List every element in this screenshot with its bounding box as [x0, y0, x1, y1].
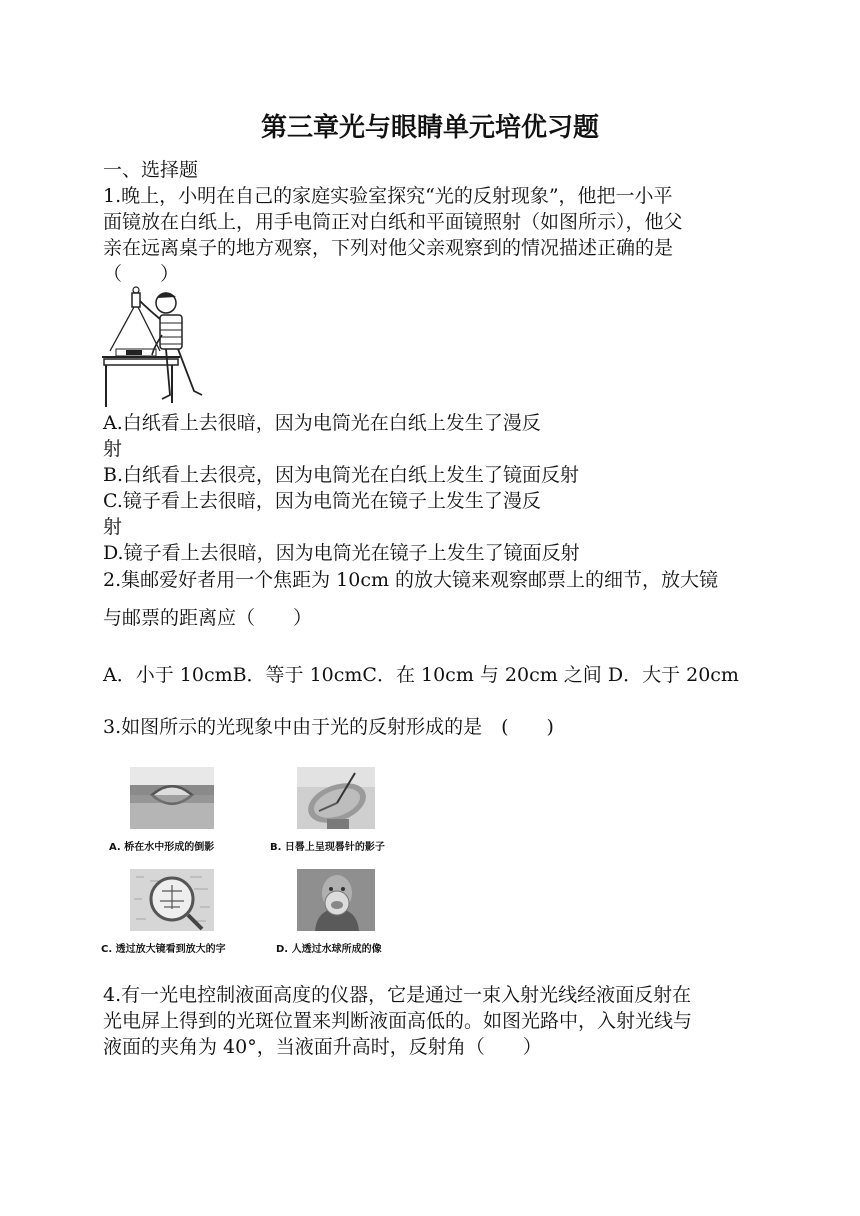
q4-line-1: 4.有一光电控制液面高度的仪器，它是通过一束入射光线经液面反射在 [103, 984, 692, 1006]
q3-caption-b: B. 日晷上呈现晷针的影子 [270, 842, 385, 853]
section-heading: 一、选择题 [103, 159, 199, 181]
q2-options: A．小于 10cmB．等于 10cmC．在 10cm 与 20cm 之间 D．大于 20cm [103, 664, 739, 686]
q3-caption-c: C. 透过放大镜看到放大的字 [101, 944, 226, 955]
q1-line-1: 1.晚上，小明在自己的家庭实验室探究“光的反射现象”，他把一小平 [103, 185, 673, 207]
q1-line-3: 亲在远离桌子的地方观察，下列对他父亲观察到的情况描述正确的是 [103, 237, 674, 259]
q3-figure-d-water-ball [297, 869, 375, 931]
q1-line-2: 面镜放在白纸上，用手电筒正对白纸和平面镜照射（如图所示），他父 [103, 211, 683, 233]
q1-option-a: A.白纸看上去很暗，因为电筒光在白纸上发生了漫反 [103, 412, 541, 434]
q3-stem: 3.如图所示的光现象中由于光的反射形成的是 ( ) [103, 716, 554, 738]
q2-line-2: 与邮票的距离应（ ） [103, 607, 313, 629]
q3-caption-d: D. 人透过水球所成的像 [276, 944, 382, 955]
q1-figure-boy-flashlight [102, 285, 212, 409]
q1-option-c-cont: 射 [103, 516, 123, 538]
q2-line-1: 2.集邮爱好者用一个焦距为 10cm 的放大镜来观察邮票上的细节，放大镜 [103, 569, 719, 591]
q3-figure-a-bridge-reflection [130, 767, 214, 829]
q3-figure-b-sundial [297, 767, 375, 829]
q4-line-3: 液面的夹角为 40°，当液面升高时，反射角（ ） [103, 1036, 542, 1058]
q1-option-a-cont: 射 [103, 438, 123, 460]
q1-option-b: B.白纸看上去很亮，因为电筒光在白纸上发生了镜面反射 [103, 464, 580, 486]
page-title: 第三章光与眼睛单元培优习题 [260, 113, 599, 143]
q1-option-d: D.镜子看上去很暗，因为电筒光在镜子上发生了镜面反射 [103, 542, 580, 564]
q3-caption-a: A. 桥在水中形成的倒影 [109, 842, 215, 853]
q3-figure-c-magnifier [130, 869, 214, 931]
q1-line-4: （ ） [103, 263, 180, 285]
q1-option-c: C.镜子看上去很暗，因为电筒光在镜子上发生了漫反 [103, 490, 541, 512]
q4-line-2: 光电屏上得到的光斑位置来判断液面高低的。如图光路中，入射光线与 [103, 1010, 693, 1032]
